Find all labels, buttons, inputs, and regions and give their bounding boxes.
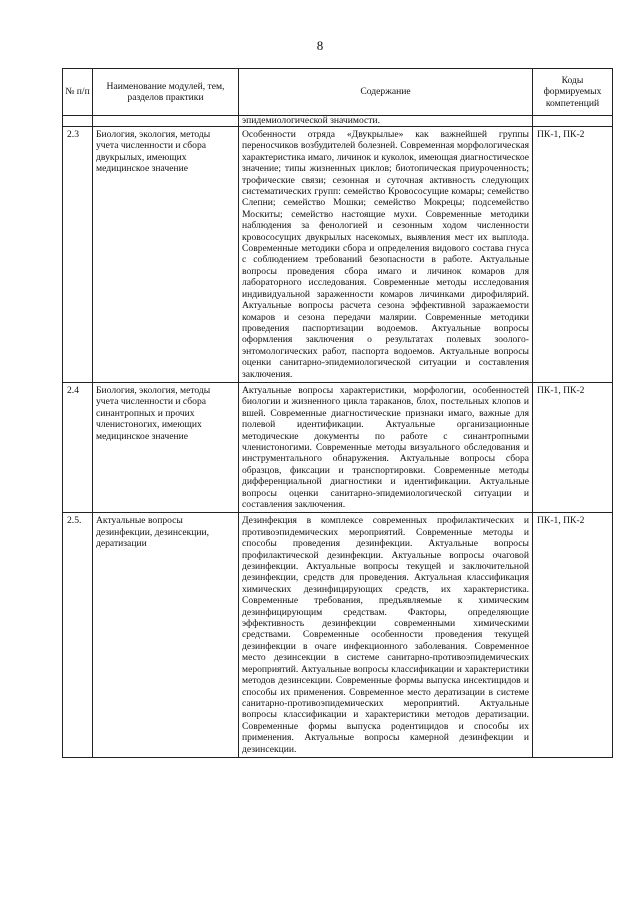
header-codes: Коды формируемых компетенций <box>533 69 613 116</box>
page-number: 8 <box>316 38 324 53</box>
row-name: Биология, экология, методы учета численности и сбора двукрылых, имеющих медицинское значение <box>93 127 239 383</box>
continuation-name <box>93 116 239 127</box>
row-name: Актуальные вопросы дезинфекции, дезинсекции, дератизации <box>93 513 239 758</box>
header-name: Наименование модулей, тем, разделов практики <box>93 69 239 116</box>
row-num: 2.3 <box>63 127 93 383</box>
table-row <box>63 513 613 758</box>
continuation-num <box>63 116 93 127</box>
row-content: Актуальные вопросы характеристики, морфологии, особенностей биологии и жизненного цикла тараканов, блох, постельных клопов и вшей. Современные диагностические признаки имаго, важные для полевой идентификации. Актуальные организационные методические документы по работе с синантропными членистоногими. Современные методы визуального обследования и инструментального обнаружения. Актуальные вопросы сбора образцов, фиксации и транспортировки. Современные методы дифференциальной диагностики и идентификации. Актуальные вопросы оценки санитарно-эпидемиологической ситуации и составления заключения. <box>239 382 533 512</box>
row-content: Особенности отряда «Двукрылые» как важнейшей группы переносчиков возбудителей болезней. Современная морфологическая характеристика имаго, личинок и куколок, имеющая диагностическое значение; типы жизненных циклов; биотопическая приуроченность; трофические связи; сезонная и суточная активность следующих систематических групп: семейство Кровососущие комары; семейство Слепни; семейство Мошки; семейство Мокрецы; подсемейство Москиты; семейство настоящие мухи. Современные методики наблюдения за фенологией и сезонным ходом численности кровососущих двукрылых насекомых, выявления мест их выплода. Современные методики сбора и определения видового состава гнуса с соблюдением требований безопасности в работе. Актуальные вопросы проведения сбора имаго и личинок комаров для лабораторного исследования. Современные методы исследования индивидуальной зараженности комаров личинками дирофилярий. Актуальные вопросы расчета сезона эффективной заражаемости комаров и сезона передачи малярии. Современные методики проведения паспортизации водоемов. Актуальные вопросы оформления заключения о результатах полевых зоолого-энтомологических работ, паспорта водоемов. Актуальные вопросы оценки санитарно-эпидемиологической ситуации и составления заключения. <box>239 127 533 383</box>
header-content: Содержание <box>239 69 533 116</box>
continuation-codes <box>533 116 613 127</box>
continuation-content: эпидемиологической значимости. <box>239 116 533 127</box>
row-codes: ПК-1, ПК-2 <box>533 127 613 383</box>
row-num: 2.5. <box>63 513 93 758</box>
header-num: № п/п <box>63 69 93 116</box>
row-content: Дезинфекция в комплексе современных профилактических и противоэпидемических мероприятий. Современные методы и способы проведения дезинфекции. Актуальные вопросы профилактической дезинфекции. Актуальные вопросы очаговой дезинфекции. Актуальные вопросы текущей и заключительной дезинфекции, средств для проведения. Актуальная классификация химических дезинфицирующих средств, их характеристика. Современные требования, предъявляемые к химическим дезинфицирующим средствам. Факторы, определяющие эффективность дезинфекции современными химическими средствами. Современные особенности проведения текущей дезинфекции в очаге инфекционного заболевания. Современное место дезинсекции в системе санитарно-противоэпидемических мероприятий. Актуальные вопросы классификации и характеристики методов дезинсекции. Современные формы выпуска инсектицидов и способы их применения. Современное место дератизации в системе санитарно-противоэпидемических мероприятий. Актуальные вопросы классификации и характеристики методов дератизации. Современные формы выпуска родентицидов и способы их применения. Актуальные вопросы камерной дезинфекции и дезинсекции. <box>239 513 533 758</box>
curriculum-table <box>62 68 613 758</box>
continuation-row <box>63 116 613 127</box>
row-name: Биология, экология, методы учета численности и сбора синантропных и прочих членистоногих, имеющих медицинское значение <box>93 382 239 512</box>
row-num: 2.4 <box>63 382 93 512</box>
table-row <box>63 382 613 512</box>
row-codes: ПК-1, ПК-2 <box>533 513 613 758</box>
table-header-row <box>63 69 613 116</box>
table-row <box>63 127 613 383</box>
row-codes: ПК-1, ПК-2 <box>533 382 613 512</box>
